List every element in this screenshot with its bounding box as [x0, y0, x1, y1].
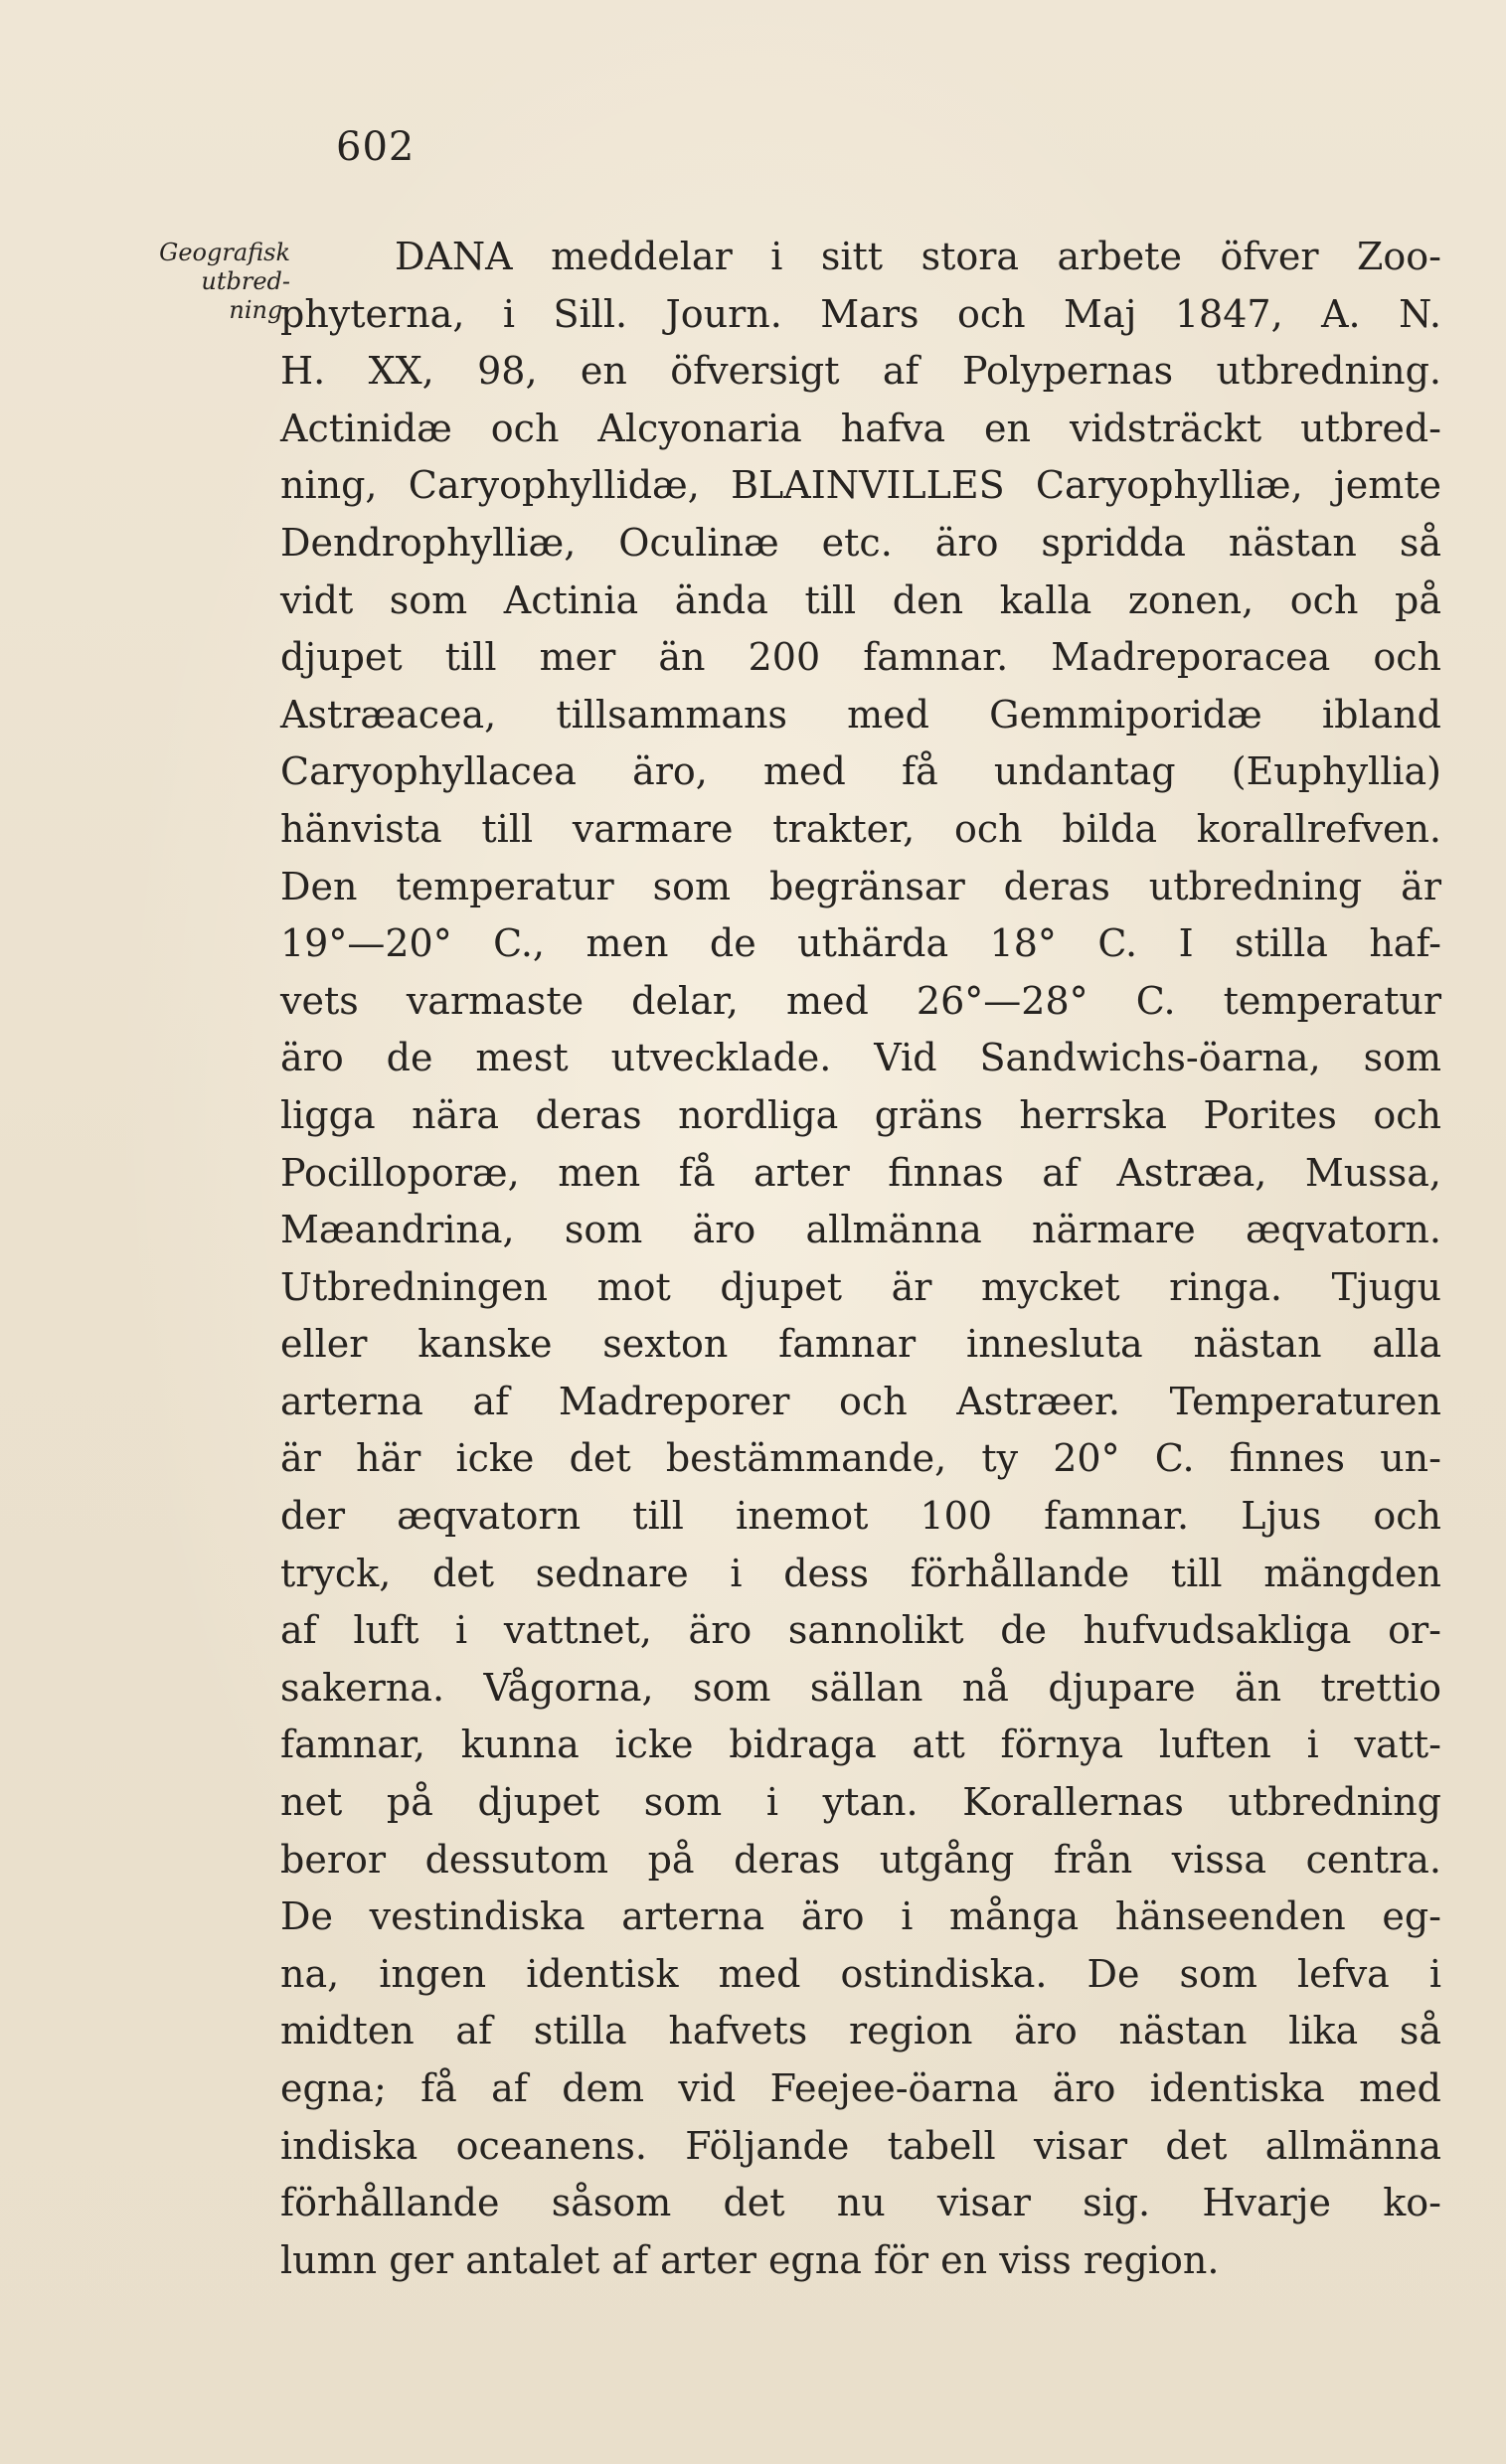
text-line: indiska oceanens. Följande tabell visar det allmänna [280, 2123, 1441, 2168]
text-line: äro de mest utvecklade. Vid Sandwichs-öarna, som [280, 1036, 1441, 1080]
text-line: beror dessutom på deras utgång från vissa centra. [280, 1837, 1441, 1882]
margin-note-line: utbred- [201, 267, 290, 295]
margin-note-line: Geografisk [159, 239, 290, 266]
text-line: Dendrophylliæ, Oculinæ etc. äro spridda nästan så [280, 520, 1441, 565]
text-line: tryck, det sednare i dess förhållande till mängden [280, 1551, 1441, 1595]
text-line: famnar, kunna icke bidraga att förnya luften i vatt- [280, 1723, 1441, 1767]
text-line: förhållande såsom det nu visar sig. Hvarje ko- [280, 2181, 1441, 2225]
text-line: egna; få af dem vid Feejee-öarna äro identiska med [280, 2066, 1441, 2110]
text-line: H. XX, 98, en öfversigt af Polypernas utbredning. [280, 349, 1441, 394]
text-line: Den temperatur som begränsar deras utbredning är [280, 864, 1441, 908]
margin-note [121, 239, 290, 325]
text-line: af luft i vattnet, äro sannolikt de hufvudsakliga or- [280, 1608, 1441, 1653]
text-line: ning, Caryophyllidæ, BLAINVILLES Caryophylliæ, jemte [280, 463, 1441, 508]
text-line: 19°—20° C., men de uthärda 18° C. I stilla haf- [280, 921, 1441, 966]
text-line: der æqvatorn till inemot 100 famnar. Ljus och [280, 1494, 1441, 1539]
text-line: De vestindiska arterna äro i många hänseenden eg- [280, 1894, 1441, 1939]
text-line: djupet till mer än 200 famnar. Madreporacea och [280, 635, 1441, 680]
text-line: Actinidæ och Alcyonaria hafva en vidsträckt utbred- [280, 406, 1441, 450]
text-line: Mæandrina, som äro allmänna närmare æqvatorn. [280, 1208, 1441, 1252]
text-line: midten af stilla hafvets region äro nästan lika så [280, 2009, 1441, 2053]
text-line: ligga nära deras nordliga gräns herrska Porites och [280, 1092, 1441, 1137]
text-line: net på djupet som i ytan. Korallernas utbredning [280, 1780, 1441, 1825]
margin-note-line: ning. [229, 296, 290, 324]
text-line: eller kanske sexton famnar innesluta nästan alla [280, 1322, 1441, 1367]
text-line: phyterna, i Sill. Journ. Mars och Maj 1847, A. N. [280, 291, 1441, 336]
text-line: DANA meddelar i sitt stora arbete öfver Zoo- [395, 235, 1441, 278]
text-line: arterna af Madreporer och Astræer. Temperaturen [280, 1379, 1441, 1423]
text-line: hänvista till varmare trakter, och bilda korallrefven. [280, 806, 1441, 851]
page-number: 602 [336, 124, 416, 170]
body-text [280, 229, 1441, 2289]
text-line: vidt som Actinia ända till den kalla zonen, och på [280, 577, 1441, 622]
text-line: är här icke det bestämmande, ty 20° C. finnes un- [280, 1436, 1441, 1481]
text-line: Pocilloporæ, men få arter finnas af Astræa, Mussa, [280, 1150, 1441, 1195]
text-line: sakerna. Vågorna, som sällan nå djupare än trettio [280, 1665, 1441, 1710]
text-line: na, ingen identisk med ostindiska. De som lefva i [280, 1951, 1441, 1996]
text-line: Utbredningen mot djupet är mycket ringa. Tjugu [280, 1264, 1441, 1309]
text-line: Astræacea, tillsammans med Gemmiporidæ ibland [280, 692, 1441, 737]
text-line: vets varmaste delar, med 26°—28° C. temperatur [280, 978, 1441, 1023]
text-line: Caryophyllacea äro, med få undantag (Euphyllia) [280, 749, 1441, 794]
text-line: lumn ger antalet af arter egna för en viss region. [280, 2237, 1220, 2282]
